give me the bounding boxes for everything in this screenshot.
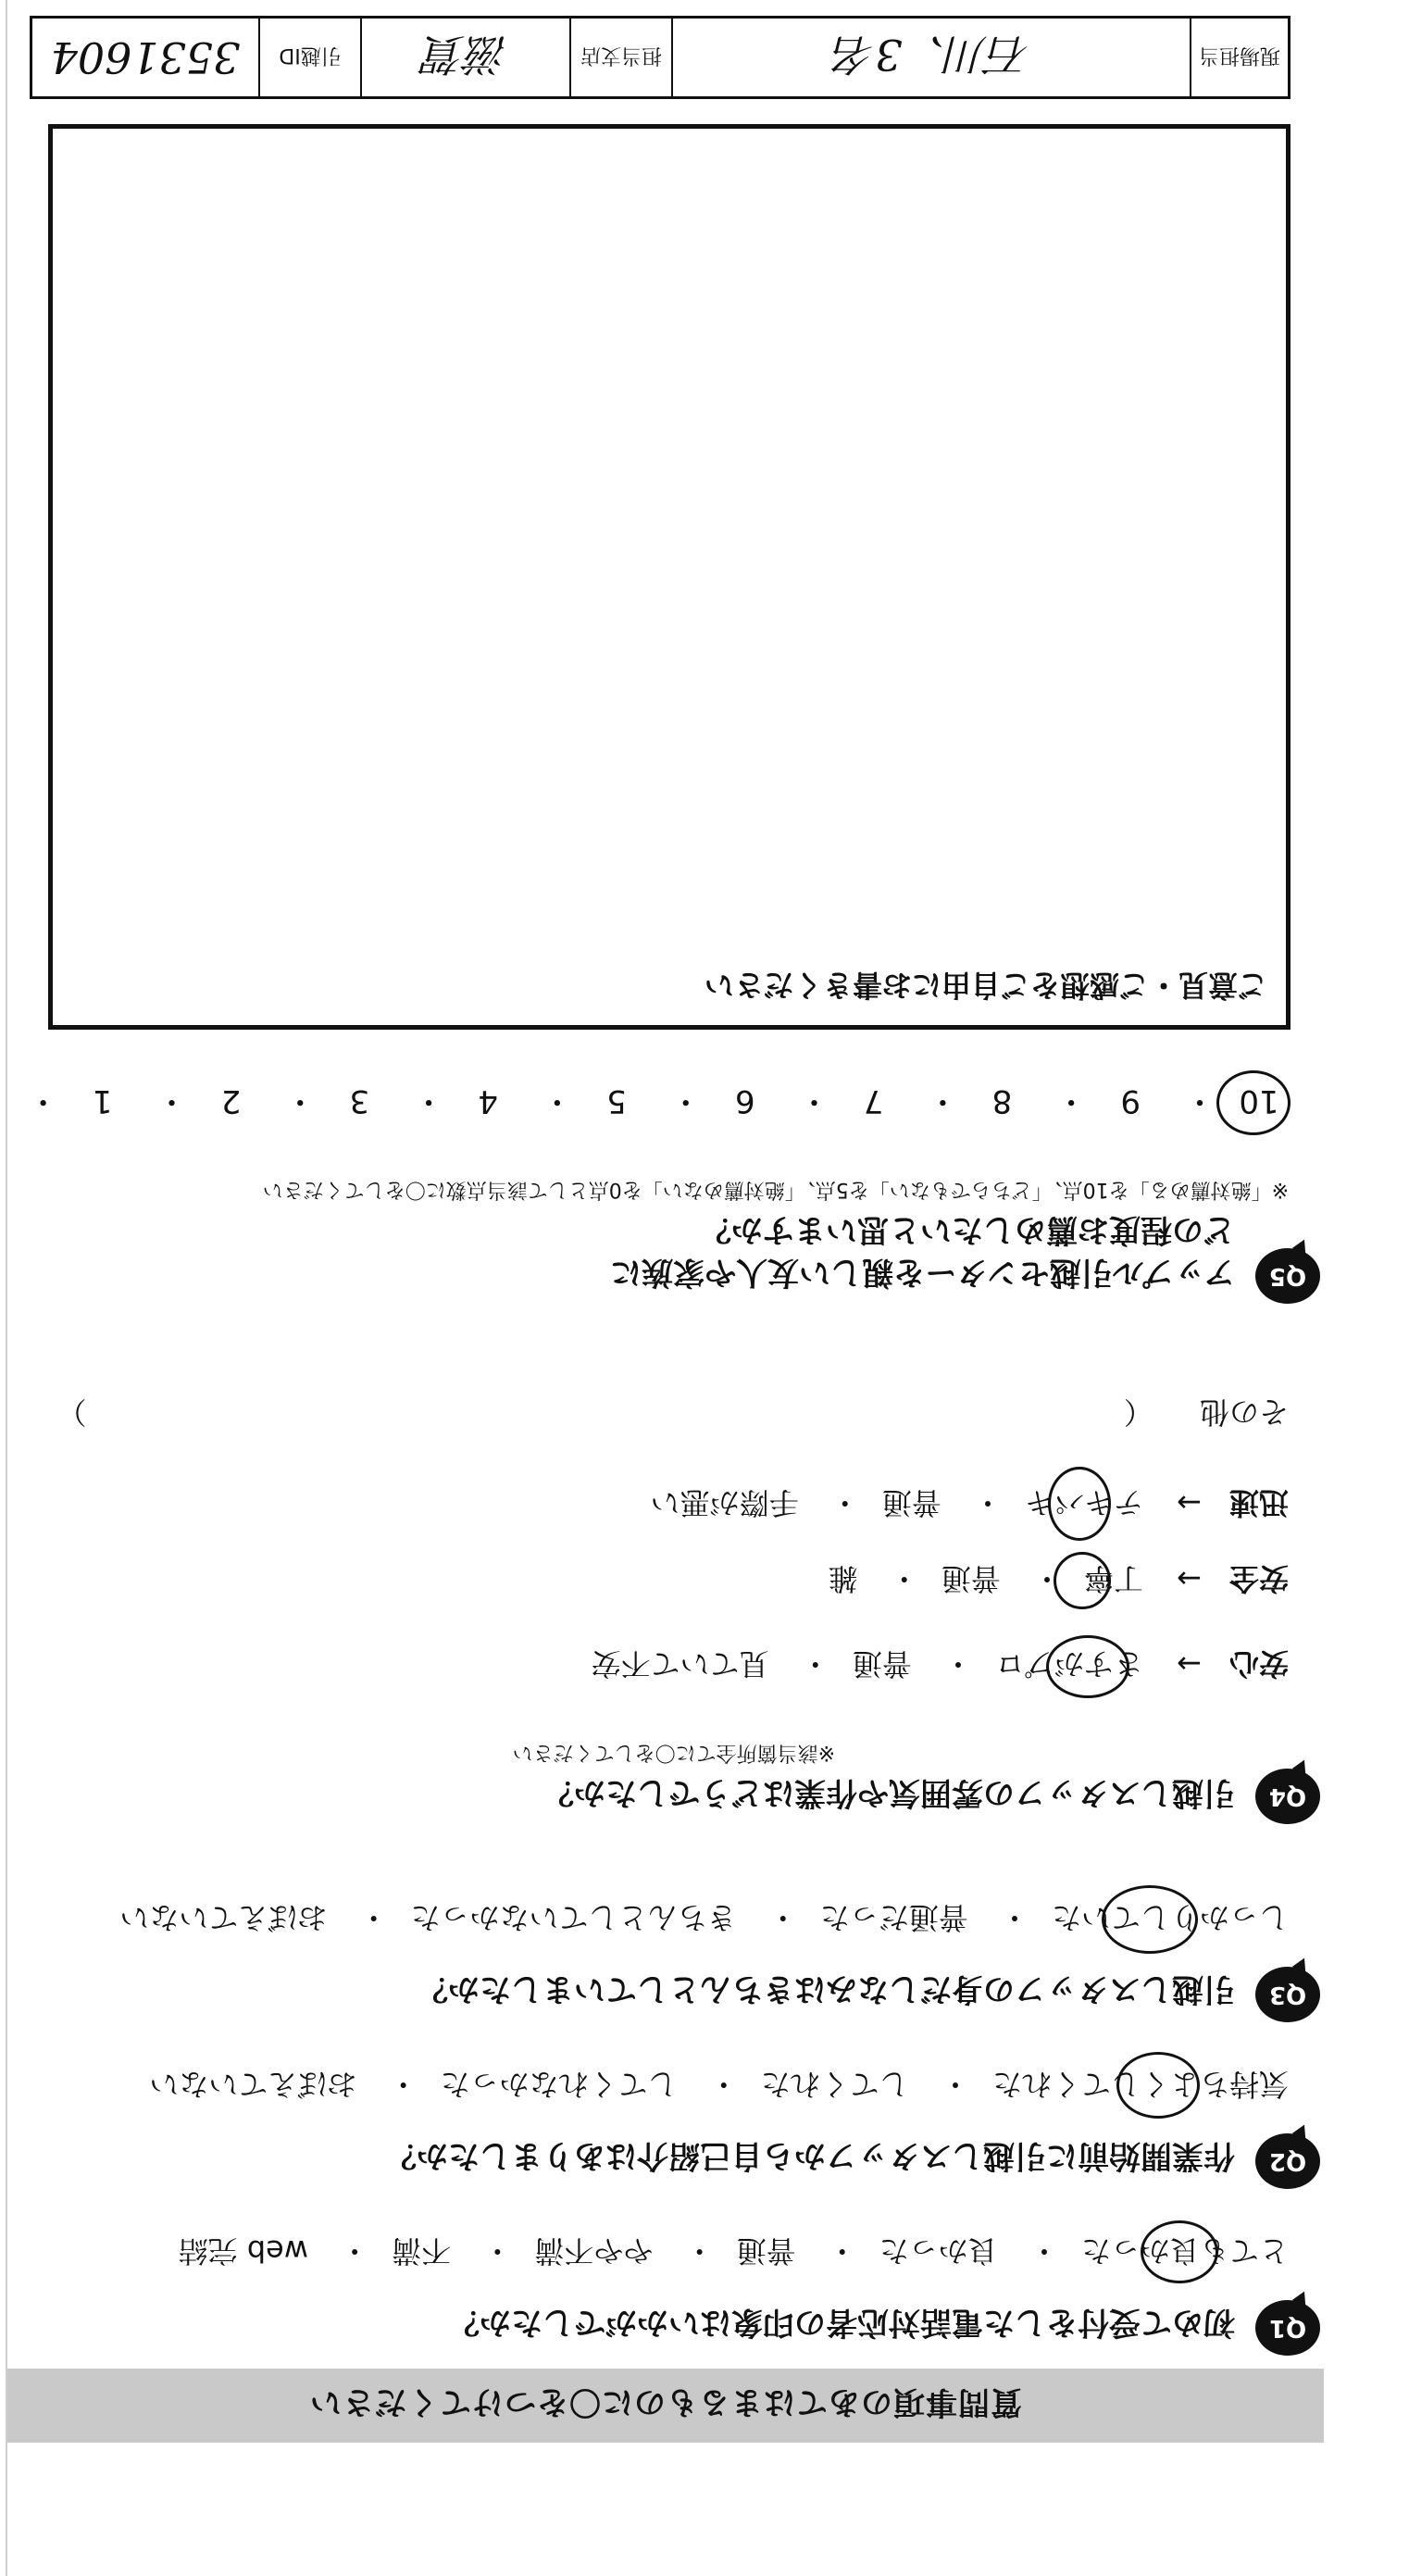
q4-option[interactable]: 普通	[881, 1485, 941, 1520]
q5-question-line2: どの程度お薦めしたいと思いますか？	[700, 1211, 1235, 1248]
q4-row-label: 迅速	[1228, 1485, 1289, 1520]
score-option[interactable]: 7	[863, 1082, 884, 1119]
leader-value-cell: 石川、3名	[671, 19, 1190, 96]
score-option[interactable]: 6	[734, 1082, 755, 1119]
q4-note: ※該当箇所全てに〇をしてください	[512, 1741, 835, 1764]
score-option[interactable]: 1	[92, 1082, 113, 1119]
q3-option[interactable]: おぼえていない	[119, 1900, 328, 1935]
q2-selection-circle	[1116, 2052, 1200, 2119]
score-option[interactable]: 5	[606, 1082, 627, 1119]
q1-options: とても良かった・ 良かった・ 普通・ やや不満・ 不満・ web 完結	[178, 2233, 1289, 2269]
score-option[interactable]: 10	[1239, 1082, 1279, 1119]
q4-option[interactable]: 雑	[828, 1561, 858, 1596]
id-value-cell: 3531604	[50, 32, 241, 82]
q4-speed-selection-circle	[1048, 1467, 1111, 1541]
score-option[interactable]: 4	[478, 1082, 498, 1119]
q5-note: ※「絶対薦める」を10点、「どちらでもない」を5点、「絶対薦めない」を0点として該当点数に〇をしてください	[262, 1178, 1289, 1201]
q2-option[interactable]: してくれた	[760, 2067, 909, 2102]
q3-selection-circle	[1102, 1885, 1198, 1954]
q4-row-label: 安全	[1228, 1561, 1289, 1596]
comments-label: ご意見・ご感想をご自由にお書きください	[704, 968, 1267, 1003]
q1-option[interactable]: web 完結	[178, 2233, 308, 2269]
branch-value-cell: 滋賀	[360, 19, 569, 96]
q1-option[interactable]: 良かった	[879, 2233, 998, 2269]
q4-row-speed: 迅速→ テキパキ・ 普通・ 手際が悪い	[651, 1483, 1289, 1526]
q2-option[interactable]: 気持ちよくしてくれた	[991, 2067, 1289, 2102]
q2-options: 気持ちよくしてくれた・ してくれた・ してくれなかった・ おぼえていない	[149, 2067, 1289, 2102]
arrow-right-icon: →	[1177, 1485, 1202, 1520]
scan-edge-line	[6, 0, 7, 2576]
q4-option[interactable]: 普通	[941, 1561, 1001, 1596]
q3-options: しっかりしていた・ 普通だった・ きちんとしていなかった・ おぼえていない	[119, 1900, 1289, 1935]
q1-option[interactable]: 普通	[736, 2233, 796, 2269]
q5-question-line1: アップル引越センターを親しい友人や家族に	[610, 1254, 1235, 1291]
q2-badge-icon: Q2	[1255, 2133, 1320, 2189]
q2-question: 作業開始前に引越しスタッフから自己紹介はありましたか？	[385, 2137, 1235, 2174]
q1-option[interactable]: 不満	[392, 2233, 452, 2269]
comments-box[interactable]	[48, 124, 1291, 1030]
q4-option[interactable]: 見ていて不安	[591, 1646, 769, 1682]
q4-row-label: 安心	[1228, 1646, 1289, 1682]
branch-label-cell: 担当支店	[569, 19, 671, 96]
q3-question: 引越しスタッフの身だしなみはきちんとしていましたか？	[417, 1970, 1235, 2007]
instructions-banner	[7, 2369, 1324, 2443]
q2-option[interactable]: おぼえていない	[149, 2067, 357, 2102]
score-option[interactable]	[0, 1082, 4, 1119]
q4-relief-selection-circle	[1046, 1635, 1129, 1698]
score-option[interactable]: 9	[1120, 1082, 1141, 1119]
q4-option[interactable]: 普通	[852, 1646, 912, 1682]
q2-option[interactable]: してくれなかった	[440, 2067, 678, 2102]
q4-option[interactable]: テキパキ	[1025, 1485, 1144, 1520]
q1-option[interactable]: とても良かった	[1080, 2233, 1289, 2269]
q4-row-relief: 安心→ さすがプロ・ 普通・ 見ていて不安	[592, 1644, 1289, 1687]
q3-option[interactable]: しっかりしていた	[1051, 1900, 1289, 1935]
q1-selection-circle	[1141, 2220, 1218, 2283]
score-option[interactable]: 3	[349, 1082, 370, 1119]
q1-question: 初めて受付をした電話対応者の印象はいかがでしたか？	[448, 2304, 1235, 2341]
staff-id-table	[30, 16, 1291, 99]
instructions-text: 質問事項のあてはまるものに〇をつけてください	[309, 2383, 1022, 2421]
score-option[interactable]: 8	[991, 1082, 1013, 1119]
arrow-right-icon: →	[1177, 1646, 1202, 1682]
q5-selection-circle	[1216, 1070, 1291, 1135]
q4-badge-icon: Q4	[1255, 1769, 1320, 1824]
q4-safety-selection-circle	[1054, 1552, 1111, 1609]
leader-label-cell: 現場担当	[1190, 19, 1288, 96]
q4-option[interactable]: 丁寧	[1084, 1561, 1144, 1596]
q4-other: その他 （ ）	[56, 1394, 1289, 1430]
id-label-cell: 引越ID	[258, 19, 360, 96]
q4-option[interactable]: さすがプロ	[995, 1646, 1144, 1682]
q4-option[interactable]: 手際が悪い	[650, 1485, 799, 1520]
q5-score-scale: 10・ 9・ 8・ 7・ 6・ 5・ 4・ 3・ 2・ 1・	[0, 1082, 1289, 1127]
q1-option[interactable]: やや不満	[534, 2233, 654, 2269]
q3-badge-icon: Q3	[1255, 1967, 1320, 2022]
q5-badge-icon: Q5	[1255, 1248, 1320, 1304]
arrow-right-icon: →	[1177, 1561, 1202, 1596]
q4-row-safety: 安全→ 丁寧・ 普通・ 雑	[829, 1559, 1289, 1602]
q4-other-label: その他	[1199, 1394, 1289, 1430]
q3-option[interactable]: 普通だった	[819, 1900, 968, 1935]
q3-option[interactable]: きちんとしていなかった	[410, 1900, 737, 1935]
q4-question: 引越しスタッフの雰囲気や作業はどうでしたか？	[542, 1774, 1235, 1811]
q1-badge-icon: Q1	[1255, 2300, 1320, 2356]
score-option[interactable]: 2	[220, 1082, 242, 1119]
